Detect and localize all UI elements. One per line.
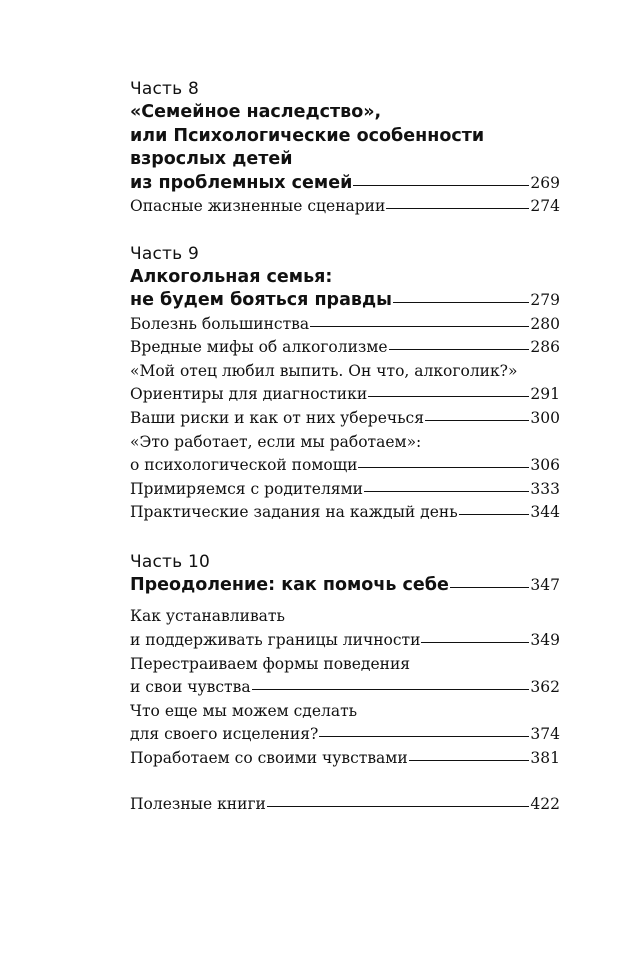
spacer <box>130 771 560 793</box>
toc-entry[interactable] <box>130 747 560 771</box>
part-title-line: не будем бояться правды <box>130 290 392 311</box>
page-number: 286 <box>530 338 560 357</box>
part-title[interactable] <box>130 101 560 195</box>
dot-leader <box>310 326 529 327</box>
page-number: 269 <box>530 173 560 192</box>
toc-entry-row <box>130 336 560 360</box>
dot-leader <box>319 736 529 737</box>
part-10-section <box>130 551 560 771</box>
dot-leader <box>386 208 529 209</box>
page-number: 280 <box>530 314 560 333</box>
toc-entry[interactable] <box>130 195 560 219</box>
entry-text: Как устанавливать <box>130 607 285 626</box>
toc-entry-row <box>130 454 560 478</box>
part-label: Часть 9 <box>130 243 199 264</box>
part-title-row <box>130 172 560 196</box>
dot-leader <box>364 491 529 492</box>
toc-entry-useful-books[interactable] <box>130 793 560 817</box>
toc-entry-row <box>130 383 560 407</box>
toc-entry[interactable] <box>130 336 560 360</box>
part-label: Часть 8 <box>130 79 199 99</box>
page-number: 274 <box>530 197 560 215</box>
dot-leader <box>393 302 529 303</box>
entry-text: Полезные книги <box>130 794 266 813</box>
page-number: 362 <box>530 678 560 697</box>
page-number: 374 <box>530 725 560 744</box>
page-number: 422 <box>530 794 560 813</box>
toc-entry[interactable] <box>130 360 560 407</box>
page-number: 333 <box>530 479 560 498</box>
toc-entry-row <box>130 407 560 431</box>
entry-text: «Это работает, если мы работаем»: <box>130 432 422 451</box>
toc-entry-row <box>130 313 560 337</box>
toc-entry-row <box>130 478 560 502</box>
part-8-section <box>130 78 560 219</box>
entry-text: Опасные жизненные сценарии <box>130 197 386 215</box>
toc-entry-row <box>130 629 560 653</box>
part-9-section <box>130 243 560 525</box>
spacer <box>130 525 560 551</box>
dot-leader <box>450 587 530 588</box>
entry-text: «Мой отец любил выпить. Он что, алкоголик?» <box>130 361 518 380</box>
part-title-row <box>130 289 560 313</box>
dot-leader <box>425 420 529 421</box>
dot-leader <box>252 689 530 690</box>
page-number: 349 <box>530 631 560 650</box>
dot-leader <box>267 806 530 807</box>
toc-entry[interactable] <box>130 605 560 652</box>
toc-entry[interactable] <box>130 653 560 700</box>
entry-text: и свои чувства <box>130 678 251 697</box>
page-number: 344 <box>530 503 560 522</box>
dot-leader <box>459 514 530 515</box>
toc-entry[interactable] <box>130 478 560 502</box>
part-title-line: взрослых детей <box>130 149 293 169</box>
entry-text: о психологической помощи <box>130 456 358 475</box>
dot-leader <box>421 642 529 643</box>
page-number: 347 <box>530 575 560 594</box>
entry-text: Вредные мифы об алкоголизме <box>130 338 388 357</box>
part-title[interactable] <box>130 574 560 598</box>
toc-entry-row <box>130 676 560 700</box>
page-number: 381 <box>530 749 560 767</box>
dot-leader <box>409 760 530 761</box>
part-title-line: или Психологические особенности <box>130 125 485 146</box>
part-title-line: Преодоление: как помочь себе <box>130 574 449 595</box>
toc-entry[interactable] <box>130 501 560 525</box>
page-number: 300 <box>530 408 560 427</box>
page-number: 306 <box>530 456 560 475</box>
spacer <box>130 219 560 243</box>
toc-entry-row <box>130 195 560 219</box>
toc-entry-row <box>130 501 560 525</box>
toc-entry-row <box>130 723 560 747</box>
entry-text: Болезнь большинства <box>130 314 310 333</box>
toc-entry[interactable] <box>130 431 560 478</box>
spacer <box>130 597 560 605</box>
dot-leader <box>353 185 529 186</box>
part-title-line: «Семейное наследство», <box>130 102 382 122</box>
entry-text: Ваши риски и как от них уберечься <box>130 408 425 427</box>
dot-leader <box>368 396 529 397</box>
page-number: 291 <box>530 385 560 404</box>
part-title-row <box>130 574 560 598</box>
part-title[interactable] <box>130 266 560 313</box>
entry-text: Что еще мы можем сделать <box>130 701 358 720</box>
entry-text: Перестраиваем формы поведения <box>130 654 411 673</box>
entry-text: Практические задания на каждый день <box>130 503 458 522</box>
toc-entry[interactable] <box>130 700 560 747</box>
part-title-line: из проблемных семей <box>130 172 353 193</box>
entry-text: Ориентиры для диагностики <box>130 385 368 404</box>
toc-entry-row <box>130 793 560 817</box>
page-number: 279 <box>530 291 560 310</box>
part-label: Часть 10 <box>130 551 210 572</box>
dot-leader <box>358 467 529 468</box>
entry-text: Поработаем со своими чувствами <box>130 749 408 767</box>
entry-text: для своего исцеления? <box>130 725 319 744</box>
part-title-line: Алкогольная семья: <box>130 266 333 287</box>
dot-leader <box>389 349 530 350</box>
table-of-contents <box>130 78 560 816</box>
toc-entry[interactable] <box>130 407 560 431</box>
toc-entry-row <box>130 747 560 771</box>
entry-text: Примиряемся с родителями <box>130 479 363 498</box>
entry-text: и поддерживать границы личности <box>130 631 421 650</box>
toc-entry[interactable] <box>130 313 560 337</box>
